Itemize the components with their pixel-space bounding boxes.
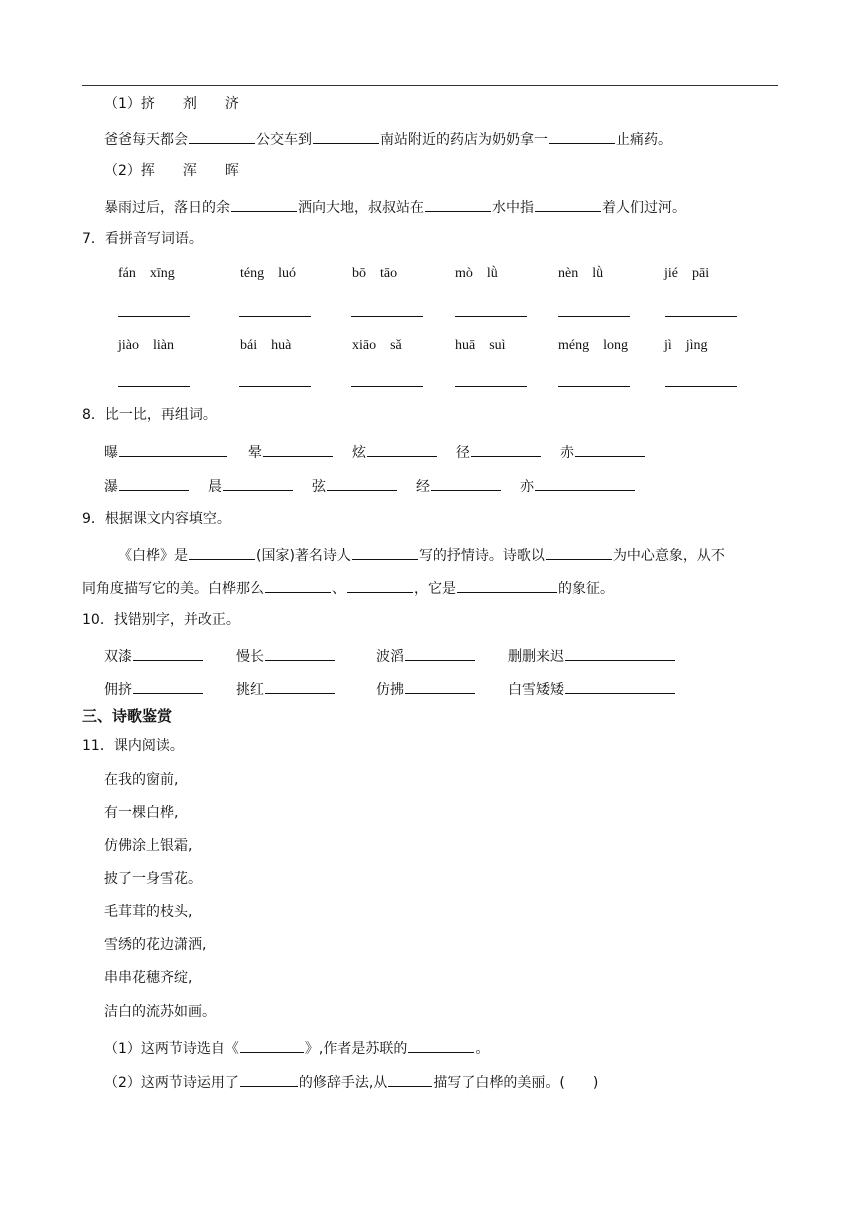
answer-blank[interactable] — [565, 645, 675, 661]
answer-blank[interactable] — [471, 441, 541, 457]
pinyin-item: téng luó — [240, 266, 296, 281]
text-segment: 瀑 — [104, 479, 118, 495]
text-segment: 晨 — [208, 479, 222, 495]
answer-blank[interactable] — [313, 128, 379, 144]
answer-line[interactable] — [351, 386, 423, 387]
q8-title: 8．比一比，再组词。 — [82, 407, 217, 423]
text-segment: 赤 — [560, 445, 574, 461]
answer-line[interactable] — [351, 316, 423, 317]
pinyin-item: jì jìng — [664, 338, 708, 353]
poem-line: 雪绣的花边潇洒, — [104, 937, 207, 953]
poem-line: 有一棵白桦, — [104, 805, 179, 821]
q7-title: 7．看拼音写词语。 — [82, 231, 203, 247]
answer-blank[interactable] — [535, 475, 635, 491]
text-segment: 洒向大地，叔叔站在 — [298, 200, 424, 216]
text-segment: 南站附近的药店为奶奶拿一 — [380, 132, 548, 148]
text-segment: 爸爸每天都会 — [104, 132, 188, 148]
answer-blank[interactable] — [367, 441, 437, 457]
answer-blank[interactable] — [265, 678, 335, 694]
answer-blank[interactable] — [240, 1037, 304, 1053]
q6-part2-label: （2）挥 浑 晖 — [104, 163, 239, 179]
pinyin-item: xiāo sǎ — [352, 338, 402, 353]
answer-line[interactable] — [239, 386, 311, 387]
answer-blank[interactable] — [133, 678, 203, 694]
answer-blank[interactable] — [265, 577, 331, 593]
answer-blank[interactable] — [327, 475, 397, 491]
text-segment: 为中心意象，从不 — [612, 548, 725, 564]
answer-blank[interactable] — [457, 577, 557, 593]
answer-line[interactable] — [558, 386, 630, 387]
q11-title: 11．课内阅读。 — [82, 738, 184, 754]
pinyin-item: méng long — [558, 338, 628, 353]
answer-blank[interactable] — [565, 678, 675, 694]
text-segment: 双漆 — [104, 649, 132, 665]
answer-blank[interactable] — [425, 196, 491, 212]
answer-blank[interactable] — [549, 128, 615, 144]
answer-line[interactable] — [118, 316, 190, 317]
text-segment: 写的抒情诗。诗歌以 — [418, 548, 545, 564]
text-segment: 同角度描写它的美。白桦那么 — [82, 581, 264, 597]
text-segment: 挑红 — [236, 682, 264, 698]
answer-blank[interactable] — [189, 544, 255, 560]
answer-blank[interactable] — [119, 441, 227, 457]
pinyin-item: mò lǜ — [455, 266, 498, 281]
answer-blank[interactable] — [265, 645, 335, 661]
q9-title: 9．根据课文内容填空。 — [82, 511, 231, 527]
answer-line[interactable] — [665, 316, 737, 317]
text-segment: 慢长 — [236, 649, 264, 665]
text-segment: 弦 — [312, 479, 326, 495]
section-heading: 三、诗歌鉴赏 — [82, 707, 173, 725]
answer-blank[interactable] — [388, 1071, 432, 1087]
text-segment: 、 — [332, 581, 346, 597]
pinyin-item: jiào liàn — [118, 338, 174, 353]
text-segment: 。 — [475, 1041, 490, 1057]
header-rule — [82, 85, 778, 86]
text-segment: 径 — [456, 445, 470, 461]
pinyin-item: fán xīng — [118, 266, 175, 281]
q8-row2 — [104, 475, 636, 497]
answer-blank[interactable] — [575, 441, 645, 457]
answer-blank[interactable] — [231, 196, 297, 212]
text-segment: 的象征。 — [558, 581, 614, 597]
text-segment: 佣挤 — [104, 682, 132, 698]
text-segment: 水中指 — [492, 200, 534, 216]
q11-sub2 — [104, 1071, 598, 1093]
text-segment: 《白桦》是 — [118, 548, 188, 564]
answer-blank[interactable] — [535, 196, 601, 212]
answer-blank[interactable] — [223, 475, 293, 491]
text-segment: 白雪矮矮 — [508, 682, 564, 698]
answer-blank[interactable] — [405, 678, 475, 694]
text-segment: 仿拂 — [376, 682, 404, 698]
pinyin-item: nèn lǜ — [558, 266, 604, 281]
text-segment: 描写了白桦的美丽。( ) — [433, 1075, 599, 1091]
answer-line[interactable] — [455, 386, 527, 387]
q10-row2 — [104, 678, 676, 700]
q6-part1-label: （1）挤 剂 济 — [104, 96, 239, 112]
text-segment: （1）这两节诗选自《 — [104, 1041, 239, 1057]
text-segment: 炫 — [352, 445, 366, 461]
answer-blank[interactable] — [546, 544, 612, 560]
answer-blank[interactable] — [405, 645, 475, 661]
answer-blank[interactable] — [352, 544, 418, 560]
q10-row1 — [104, 645, 676, 667]
text-segment: 着人们过河。 — [602, 200, 686, 216]
pinyin-item: huā suì — [455, 338, 506, 353]
poem-line: 串串花穗齐绽, — [104, 970, 193, 986]
text-segment: 》,作者是苏联的 — [304, 1041, 408, 1057]
answer-blank[interactable] — [189, 128, 255, 144]
pinyin-item: bái huà — [240, 338, 292, 353]
answer-blank[interactable] — [347, 577, 413, 593]
answer-line[interactable] — [665, 386, 737, 387]
poem-line: 洁白的流苏如画。 — [104, 1004, 216, 1020]
poem-line: 仿佛涂上银霜, — [104, 838, 193, 854]
text-segment: 晕 — [248, 445, 262, 461]
pinyin-item: jié pāi — [664, 266, 710, 281]
text-segment: 公交车到 — [256, 132, 312, 148]
poem-line: 毛茸茸的枝头, — [104, 904, 193, 920]
q9-line2 — [82, 577, 614, 599]
answer-line[interactable] — [558, 316, 630, 317]
text-segment: 波滔 — [376, 649, 404, 665]
text-segment: 亦 — [520, 479, 534, 495]
q6-part2-sentence — [104, 196, 686, 218]
q11-sub1 — [104, 1037, 489, 1059]
answer-line[interactable] — [455, 316, 527, 317]
text-segment: 的修辞手法,从 — [298, 1075, 388, 1091]
answer-blank[interactable] — [431, 475, 501, 491]
text-segment: 曝 — [104, 445, 118, 461]
text-segment: （2）这两节诗运用了 — [104, 1075, 239, 1091]
q6-part1-sentence — [104, 128, 672, 150]
answer-blank[interactable] — [263, 441, 333, 457]
q8-row1 — [104, 441, 646, 463]
answer-blank[interactable] — [240, 1071, 298, 1087]
text-segment: (国家)著名诗人 — [256, 548, 351, 564]
answer-line[interactable] — [239, 316, 311, 317]
poem-line: 披了一身雪花。 — [104, 871, 202, 887]
text-segment: 止痛药。 — [616, 132, 672, 148]
text-segment: 暴雨过后，落日的余 — [104, 200, 230, 216]
q9-line1 — [118, 544, 725, 566]
answer-blank[interactable] — [133, 645, 203, 661]
q10-title: 10．找错别字，并改正。 — [82, 612, 240, 628]
answer-blank[interactable] — [408, 1037, 474, 1053]
text-segment: 经 — [416, 479, 430, 495]
poem-line: 在我的窗前, — [104, 772, 179, 788]
text-segment: ，它是 — [414, 581, 456, 597]
pinyin-item: bō tāo — [352, 266, 398, 281]
answer-line[interactable] — [118, 386, 190, 387]
answer-blank[interactable] — [119, 475, 189, 491]
text-segment: 删删来迟 — [508, 649, 564, 665]
